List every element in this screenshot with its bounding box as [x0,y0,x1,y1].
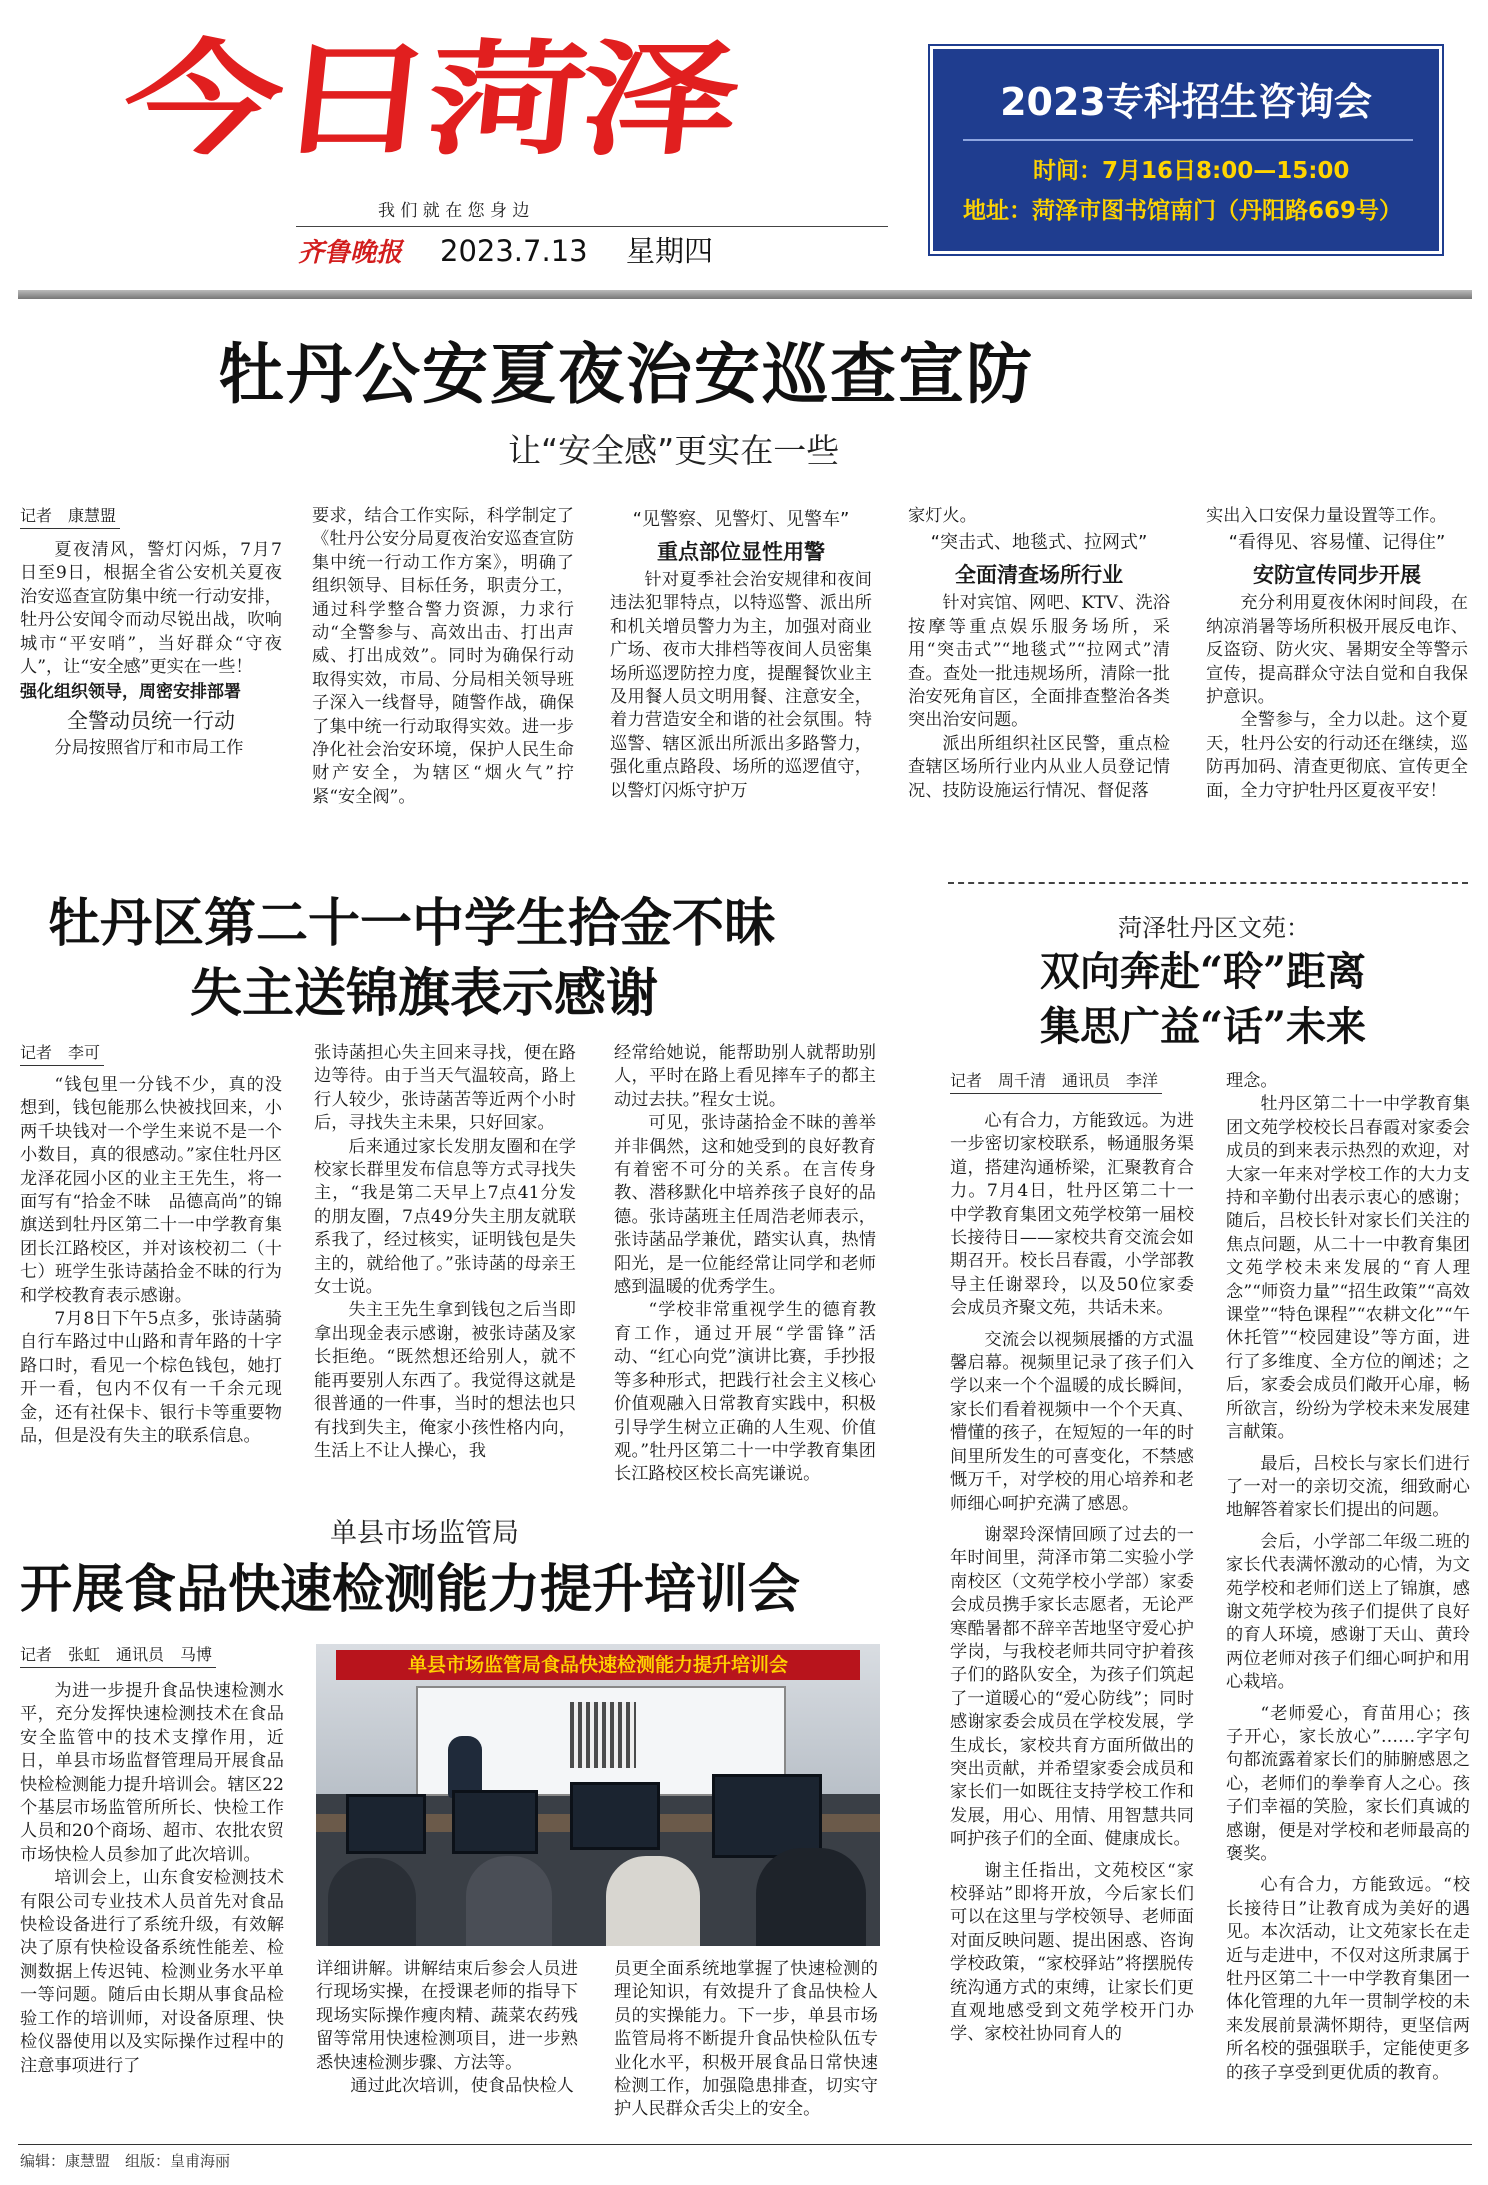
masthead-rule [296,226,888,227]
article3-kicker: 单县市场监管局 [330,1518,519,1549]
article4-para: 牡丹区第二十一中学教育集团文苑学校校长吕春霞对家委会成员的到来表示热烈的欢迎，对大家一年来对学校工作的大力支持和辛勤付出表示衷心的感谢；随后，吕校长针对家长们关注的焦点问题，从二十一中教育集团文苑学校未来发展的“育人理念”“师资力量”“招生政策”“高效课堂”“特色课程”“农耕文化”“午休托管”“校园建设”等方面，进行了多维度、全方位的阐述；之后，家委会成员们敞开心扉，畅所欲言，纷纷为学校未来发展建言献策。 [1226,1094,1470,1443]
article1-sec1-subheading: 全警动员统一行动 [67,709,235,734]
article1-col2 [312,505,574,835]
article3-para: 员更全面系统地掌握了快速检测的理论知识，有效提升了食品快检人员的实操能力。下一步，单县市场监管局将不断提升食品快检队伍专业化水平，积极开展食品日常快速检测工作，加强隐患排查，切实守护人民群众舌尖上的安全。 [614,1959,878,2120]
paper-name-logo: 齐鲁晚报 [298,238,403,268]
article4-kicker: 菏泽牡丹区文苑： [1118,914,1310,942]
article4-para: 会后，小学部二年级二班的家长代表满怀激动的心情，为文苑学校和老师们送上了锦旗，感谢文苑学校为孩子们提供了良好的育人环境，感谢丁天山、黄玲两位老师对孩子们细心呵护和用心栽培。 [1226,1531,1470,1693]
photo-attendee [466,1856,552,1946]
ad-title-underline [963,139,1413,141]
article2-para: “学校非常重视学生的德育教育工作，通过开展“学雷锋”活动、“红心向党”演讲比赛，手抄报等多种形式，把践行社会主义核心价值观融入日常教育实践中，积极引导学生树立正确的人生观、价值观。”牡丹区第二十一中学教育集团长江路校区校长高宪谦说。 [614,1300,876,1485]
article2-para: 经常给她说，能帮助别人就帮助别人，平时在路上看见摔车子的都主动过去扶。”程女士说。 [614,1043,876,1110]
article1-sec2-heading: “见警察、见警灯、见警车” [632,509,850,530]
article3-col2 [316,1958,578,2134]
article2-para: 可见，张诗菡拾金不昧的善举并非偶然，这和她受到的良好教育有着密不可分的关系。在言传身教、潜移默化中培养孩子良好的品德。张诗菡班主任周浩老师表示，张诗菡品学兼优，踏实认真，热情阳光，是一位能经常让同学和老师感到温暖的优秀学生。 [614,1113,876,1298]
article1-para: 充分利用夏夜休闲时间段，在纳凉消暑等场所积极开展反电诈、反盗窃、防火灾、暑期安全等警示宣传，提高群众守法自觉和自我保护意识。 [1206,593,1468,708]
article3-para: 培训会上，山东食安检测技术有限公司专业技术人员首先对食品快检设备进行了系统升级，有效解决了原有快检设备系统性能差、检测数据上传迟钝、检测业务水平单一等问题。随后由长期从事食品检验工作的培训师，对设备原理、快检仪器使用以及实际操作过程中的注意事项进行了 [20,1868,284,2076]
article2-para: 后来通过家长发朋友圈和在学校家长群里发布信息等方式寻找失主，“我是第二天早上7点41分发的朋友圈，7点49分失主朋友就联系我了，经过核实，证明钱包是失主的，就给他了。”张诗菡的母亲王女士说。 [314,1136,576,1298]
article3-col3 [614,1958,878,2134]
article3-title: 开展食品快速检测能力提升培训会 [20,1559,801,1620]
article1-sec4-heading: “看得见、容易懂、记得住” [1228,532,1446,554]
article4-para: 最后，吕校长与家长们进行了一对一的亲切交流，细致耐心地解答着家长们提出的问题。 [1226,1453,1470,1521]
article4-para: “老师爱心，育苗用心；孩子开心，家长放心”……字字句句都流露着家长们的肺腑感恩之心，老师们的拳拳育人之心。孩子们幸福的笑脸，家长们真诚的感谢，便是对学校和老师最高的褒奖。 [1226,1703,1470,1864]
article1-sec4-subheading: 安防宣传同步开展 [1253,563,1421,588]
photo-attendee [328,1858,416,1946]
article4-para: 理念。 [1226,1071,1278,1091]
ad-title: 2023专科招生咨询会 [1000,80,1372,124]
ad-address-value: 菏泽市图书馆南门（丹阳路669号） [1032,198,1403,224]
ad-address-label: 地址： [963,198,1032,224]
article4-byline: 记者 周千清 通讯员 李洋 [950,1070,1194,1094]
article1-para: 实出入口安保力量设置等工作。 [1206,506,1447,526]
photo-banner-text: 单县市场监管局食品快速检测能力提升培训会 [407,1654,788,1676]
article1-sec1-heading: 强化组织领导，周密安排部署 [20,682,241,703]
article1-para: 家灯火。 [908,506,977,526]
article1-subtitle: 让“安全感”更实在一些 [508,431,840,470]
article2-title-line2: 失主送锦旗表示感谢 [190,963,659,1024]
article1-col5 [1206,505,1468,835]
photo-speaker [448,1736,482,1798]
article3-para: 通过此次培训，使食品快检人 [350,2076,574,2097]
masthead-divider [18,290,1472,299]
article4-para: 心有合力，方能致远。“校长接待日”让教育成为美好的遇见。本次活动，让文苑家长在走近与走进中，不仅对这所隶属于牡丹区第二十一中学教育集团一体化管理的九年一贯制学校的未来发展前景满怀期待，更坚信两所名校的强强联手，定能使更多的孩子享受到更优质的教育。 [1226,1875,1470,2083]
article2-col3 [614,1042,876,1492]
article1-para: 全警参与，全力以赴。这个夏天，牡丹公安的行动还在继续，巡防再加码、清查更彻底、宣传更全面，全力守护牡丹区夏夜平安！ [1206,710,1468,801]
article3-col1 [20,1644,284,2134]
photo-qr-code [570,1702,636,1768]
section-divider [948,882,1468,884]
issue-date: 2023.7.13 [440,234,588,268]
article3-para: 详细讲解。讲解结束后参会人员进行现场实操，在授课老师的指导下现场实际操作瘦肉精、蔬菜农药残留等常用快速检测项目，进一步熟悉快速检测步骤、方法等。 [316,1959,578,2073]
article1-byline: 记者 康慧盟 [20,505,282,529]
photo-attendee [606,1856,700,1946]
article1-para: 针对宾馆、网吧、KTV、洗浴按摩等重点娱乐服务场所，采用“突击式”“地毯式”“拉网式”清查。查处一批违规场所，清除一批治安死角盲区，全面排查整治各类突出治安问题。 [908,593,1170,731]
photo-monitor [346,1794,426,1854]
article4-col2 [1226,1070,1470,2150]
photo-monitor [570,1782,660,1850]
masthead-logo: 今日菏泽 [117,28,741,172]
article1-sec3-heading: “突击式、地毯式、拉网式” [930,532,1148,554]
article4-title-line1: 双向奔赴“聆”距离 [1040,948,1367,995]
article2-para: “钱包里一分钱不少，真的没想到，钱包能那么快被找回来，小两千块钱对一个学生来说不是一个小数目，真的很感动。”家住牡丹区龙泽花园小区的业主王先生，将一面写有“拾金不昧 品德高尚”的锦旗送到牡丹区第二十一中学教育集团长江路校区，并对该校初二（十七）班学生张诗菡拾金不昧的行为和学校教育表示感谢。 [20,1075,282,1306]
photo-monitor [712,1774,822,1858]
article2-byline: 记者 李可 [20,1042,282,1066]
photo-monitor [452,1790,538,1854]
footer-credits: 编辑：康慧盟 组版：皇甫海丽 [20,2152,231,2170]
admission-ad[interactable] [930,46,1442,254]
article2-title-line1: 牡丹区第二十一中学生拾金不昧 [48,893,777,954]
issue-weekday: 星期四 [626,234,714,268]
article4-col1 [950,1070,1194,2150]
article1-para: 要求，结合工作实际，科学制定了《牡丹公安分局夏夜治安巡查宣防集中统一行动工作方案》，明确了组织领导、目标任务，职责分工，通过科学整合警力资源，力求行动“全警参与、高效出击、打出声威、打出成效”。同时为确保行动取得实效，市局、分局相关领导班子深入一线督导，随警作战，确保了集中统一行动取得实效。进一步净化社会治安环境，保护人民生命财产安全，为辖区“烟火气”拧紧“安全阀”。 [312,506,574,807]
training-photo [316,1644,880,1946]
ad-time-value: 7月16日8:00—15:00 [1102,158,1350,184]
article2-col2 [314,1042,576,1492]
article4-para: 心有合力，方能致远。为进一步密切家校联系，畅通服务渠道，搭建沟通桥梁，汇聚教育合力。7月4日，牡丹区第二十一中学教育集团文苑学校第一届校长接待日——家校共育交流会如期召开。校长吕春霞，小学部教导主任谢翠玲，以及50位家委会成员齐聚文苑，共话未来。 [950,1111,1194,1319]
photo-attendee [756,1848,866,1946]
article1-title: 牡丹公安夏夜治安巡查宣防 [218,335,1034,413]
footer-rule [18,2144,1472,2145]
article2-para: 张诗菡担心失主回来寻找，便在路边等待。由于当天气温较高，路上行人较少，张诗菡苦等近两个小时后，寻找失主未果，只好回家。 [314,1043,576,1134]
article1-col1 [20,505,282,835]
article4-para: 谢主任指出，文苑校区“家校驿站”即将开放，今后家长们可以在这里与学校领导、老师面对面反映问题、提出困惑、咨询学校政策，“家校驿站”将摆脱传统沟通方式的束缚，让家长们更直观地感受到文苑学校开门办学、家校社协同育人的 [950,1860,1194,2045]
article1-para: 针对夏季社会治安规律和夜间违法犯罪特点，以特巡警、派出所和机关增员警力为主，加强对商业广场、夜市大排档等夜间人员密集场所巡逻防控力度，提醒餐饮业主及用餐人员文明用餐、注意安全，着力营造安全和谐的社会氛围。特巡警、辖区派出所派出多路警力，强化重点路段、场所的巡逻值守，以警灯闪烁守护万 [610,570,872,801]
masthead-slogan: 我 们 就 在 您 身 边 [378,201,530,221]
article4-title-line2: 集思广益“话”未来 [1040,1003,1367,1050]
article1-para: 派出所组织社区民警，重点检查辖区场所行业内从业人员登记情况、技防设施运行情况、督促落 [908,733,1170,801]
article2-para: 失主王先生拿到钱包之后当即拿出现金表示感谢，被张诗菡及家长拒绝。“既然想还给别人，就不能再要别人东西了。我觉得这就是很普通的一件事，当时的想法也只有找到失主，俺家小孩性格内向，生活上不让人操心，我 [314,1300,576,1461]
article1-col3 [610,505,872,835]
article3-byline: 记者 张虹 通讯员 马博 [20,1644,284,1668]
article1-sec2-subheading: 重点部位显性用警 [657,540,825,564]
article2-col1 [20,1042,282,1492]
article1-sec3-subheading: 全面清查场所行业 [955,563,1123,588]
article1-para: 分局按照省厅和市局工作 [54,738,244,759]
article1-col4 [908,505,1170,835]
article4-para: 交流会以视频展播的方式温馨启幕。视频里记录了孩子们入学以来一个个温暖的成长瞬间，家长们看着视频中一个个天真、懵懂的孩子，在短短的一年的时间里所发生的可喜变化，不禁感慨万千，对学校的用心培养和老师细心呵护充满了感恩。 [950,1329,1194,1514]
article2-para: 7月8日下午5点多，张诗菡骑自行车路过中山路和青年路的十字路口时，看见一个棕色钱包，她打开一看，包内不仅有一千余元现金，还有社保卡、银行卡等重要物品，但是没有失主的联系信息。 [20,1309,282,1447]
article3-para: 为进一步提升食品快速检测水平，充分发挥快速检测技术在食品安全监管中的技术支撑作用，近日，单县市场监督管理局开展食品快检检测能力提升培训会。辖区22个基层市场监管所所长、快检工作人员和20个商场、超市、农批农贸市场快检人员参加了此次培训。 [20,1681,284,1865]
article1-para: 夏夜清风，警灯闪烁，7月7日至9日，根据全省公安机关夏夜治安巡查宣防集中统一行动安排，牡丹公安闻令而动尽锐出战，吹响城市“平安哨”，当好群众“守夜人”，让“安全感”更实在一些！ [20,540,282,678]
ad-time-label: 时间： [1033,158,1102,184]
article4-para: 谢翠玲深情回顾了过去的一年时间里，菏泽市第二实验小学南校区（文苑学校小学部）家委会成员携手家长志愿者，无论严寒酷暑都不辞辛苦地坚守爱心护学岗，与我校老师共同守护着孩子们的路队安全，为孩子们筑起了一道暖心的“爱心防线”；同时感谢家委会成员在学校发展，学生成长，家校共育方面所做出的突出贡献，并希望家委会成员和家长们一如既往支持学校工作和发展，用心、用情、用智慧共同呵护孩子们的全面、健康成长。 [950,1524,1194,1850]
